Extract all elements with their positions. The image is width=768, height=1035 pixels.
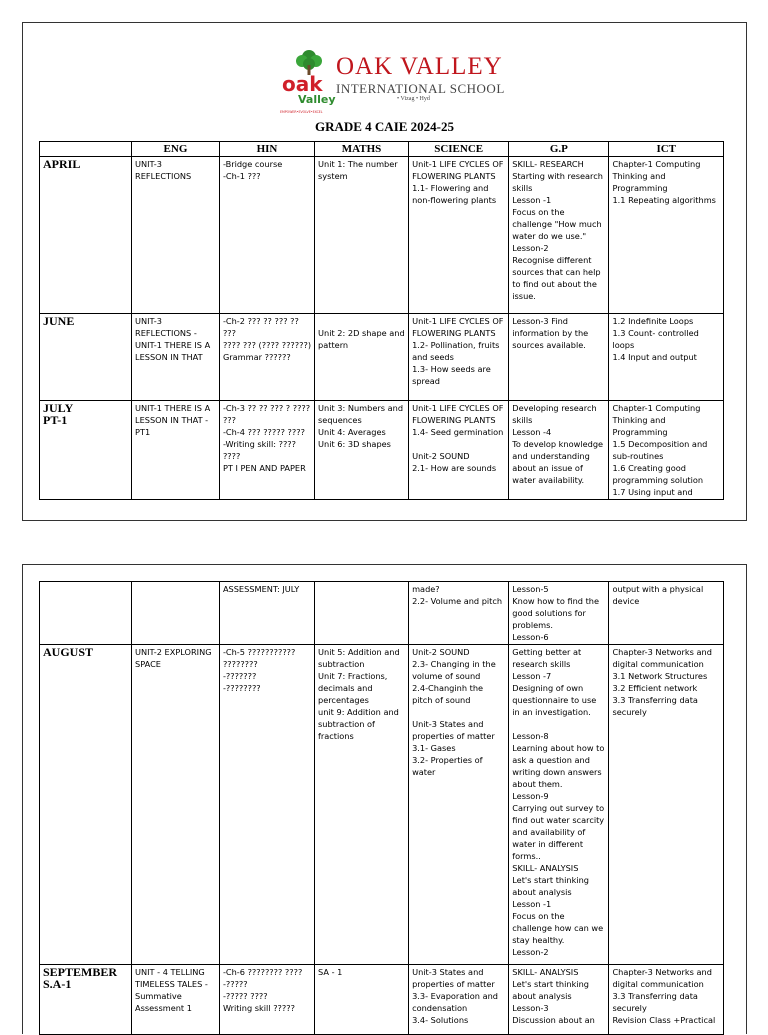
maths-cell: Unit 1: The number system [315,157,409,314]
ict-cell: output with a physical device [609,582,724,645]
maths-cell [315,582,409,645]
column-header: ICT [609,142,724,157]
maths-cell: Unit 2: 2D shape and pattern [315,314,409,401]
document-title: GRADE 4 CAIE 2024-25 [314,119,455,134]
eng-cell: UNIT - 4 TELLING TIMELESS TALES - Summative Assessment 1 [132,965,220,1035]
eng-cell: UNIT-3 REFLECTIONS [132,157,220,314]
hin-cell: -Bridge course -Ch-1 ??? [219,157,314,314]
ict-cell: Chapter-3 Networks and digital communication 3.1 Network Structures 3.2 Efficient network 3.3 Transferring data securely [609,645,724,965]
school-subtitle: INTERNATIONAL SCHOOL [336,81,505,96]
month-cell: AUGUST [40,645,132,965]
ict-cell: Chapter-1 Computing Thinking and Programming 1.5 Decomposition and sub-routines 1.6 Creating good programming solution 1.7 Using input and [609,401,724,500]
hin-cell: ASSESSMENT: JULY [219,582,314,645]
document-page-1 [22,22,747,521]
month-cell: APRIL [40,157,132,314]
maths-cell: Unit 5: Addition and subtraction Unit 7: Fractions, decimals and percentages unit 9: Addition and subtraction of fractions [315,645,409,965]
table-row [40,401,724,500]
month-cell: JULY PT-1 [40,401,132,500]
column-header [40,142,132,157]
column-header: HIN [219,142,314,157]
science-cell: Unit-1 LIFE CYCLES OF FLOWERING PLANTS 1.2- Pollination, fruits and seeds 1.3- How seeds are spread [409,314,509,401]
eng-cell: UNIT-2 EXPLORING SPACE [132,645,220,965]
gp-cell: SKILL- RESEARCH Starting with research skills Lesson -1 Focus on the challenge "How much water do we use." Lesson-2 Recognise different sources that can help to find out about the issue. [509,157,609,314]
hin-cell: -Ch-3 ?? ?? ??? ? ???? ??? -Ch-4 ??? ????? ???? -Writing skill: ???? ???? PT I PEN AND PAPER [219,401,314,500]
lesson-plan-table [39,141,724,500]
table-row [40,645,724,965]
table-header-row [40,142,724,157]
ict-cell: Chapter-1 Computing Thinking and Programming 1.1 Repeating algorithms [609,157,724,314]
month-cell: SEPTEMBER S.A-1 [40,965,132,1035]
eng-cell [132,582,220,645]
month-cell: JUNE [40,314,132,401]
gp-cell: Getting better at research skills Lesson -7 Designing of own questionnaire to use in an investigation. Lesson-8 Learning about how to ask a question and writing down answers about them. Lesson-9 Carrying out survey to find out water scarcity and availability of water in different forms.. SKILL- ANALYSIS Let's start thinking about analysis Lesson -1 Focus on the challenge how can we stay healthy. Lesson-2 [509,645,609,965]
ict-cell: Chapter-3 Networks and digital communication 3.3 Transferring data securely Revision Class +Practical [609,965,724,1035]
column-header: SCIENCE [409,142,509,157]
table-row [40,582,724,645]
gp-cell: Developing research skills Lesson -4 To develop knowledge and understanding about an issue of water availability. [509,401,609,500]
eng-cell: UNIT-1 THERE IS A LESSON IN THAT - PT1 [132,401,220,500]
month-cell [40,582,132,645]
table-row [40,314,724,401]
maths-cell: Unit 3: Numbers and sequences Unit 4: Averages Unit 6: 3D shapes [315,401,409,500]
school-logo [278,47,340,129]
logo-oak-text: oak [282,72,323,96]
hin-cell: -Ch-5 ??????????? ???????? -??????? -???????? [219,645,314,965]
science-cell: Unit-1 LIFE CYCLES OF FLOWERING PLANTS 1.1- Flowering and non-flowering plants [409,157,509,314]
hin-cell: -Ch-6 ???????? ???? -????? -????? ???? Writing skill ????? [219,965,314,1035]
science-cell: Unit-1 LIFE CYCLES OF FLOWERING PLANTS 1.4- Seed germination Unit-2 SOUND 2.1- How are sounds [409,401,509,500]
ict-cell: 1.2 Indefinite Loops 1.3 Count- controlled loops 1.4 Input and output [609,314,724,401]
school-locations: • Vizag • Hyd [397,96,430,102]
gp-cell: Lesson-3 Find information by the sources available. [509,314,609,401]
school-name: OAK VALLEY [336,53,503,80]
hin-cell: -Ch-2 ??? ?? ??? ?? ??? ???? ??? (???? ??????) Grammar ?????? [219,314,314,401]
logo-valley-text: Valley [298,93,336,106]
column-header: MATHS [315,142,409,157]
maths-cell: SA - 1 [315,965,409,1035]
lesson-plan-table-continued [39,581,724,1035]
column-header: G.P [509,142,609,157]
science-cell: Unit-3 States and properties of matter 3.3- Evaporation and condensation 3.4- Solutions [409,965,509,1035]
table-row [40,965,724,1035]
document-page-2 [22,564,747,1034]
column-header: ENG [132,142,220,157]
gp-cell: SKILL- ANALYSIS Let's start thinking about analysis Lesson-3 Discussion about an [509,965,609,1035]
table-row [40,157,724,314]
science-cell: Unit-2 SOUND 2.3- Changing in the volume of sound 2.4-Changinh the pitch of sound Unit-3 States and properties of matter 3.1- Gases 3.2- Properties of water [409,645,509,965]
logo-tagline: EMPOWER•EVOLVE•EXCEL [280,110,323,114]
science-cell: made? 2.2- Volume and pitch [409,582,509,645]
eng-cell: UNIT-3 REFLECTIONS - UNIT-1 THERE IS A LESSON IN THAT [132,314,220,401]
gp-cell: Lesson-5 Know how to find the good solutions for problems. Lesson-6 [509,582,609,645]
